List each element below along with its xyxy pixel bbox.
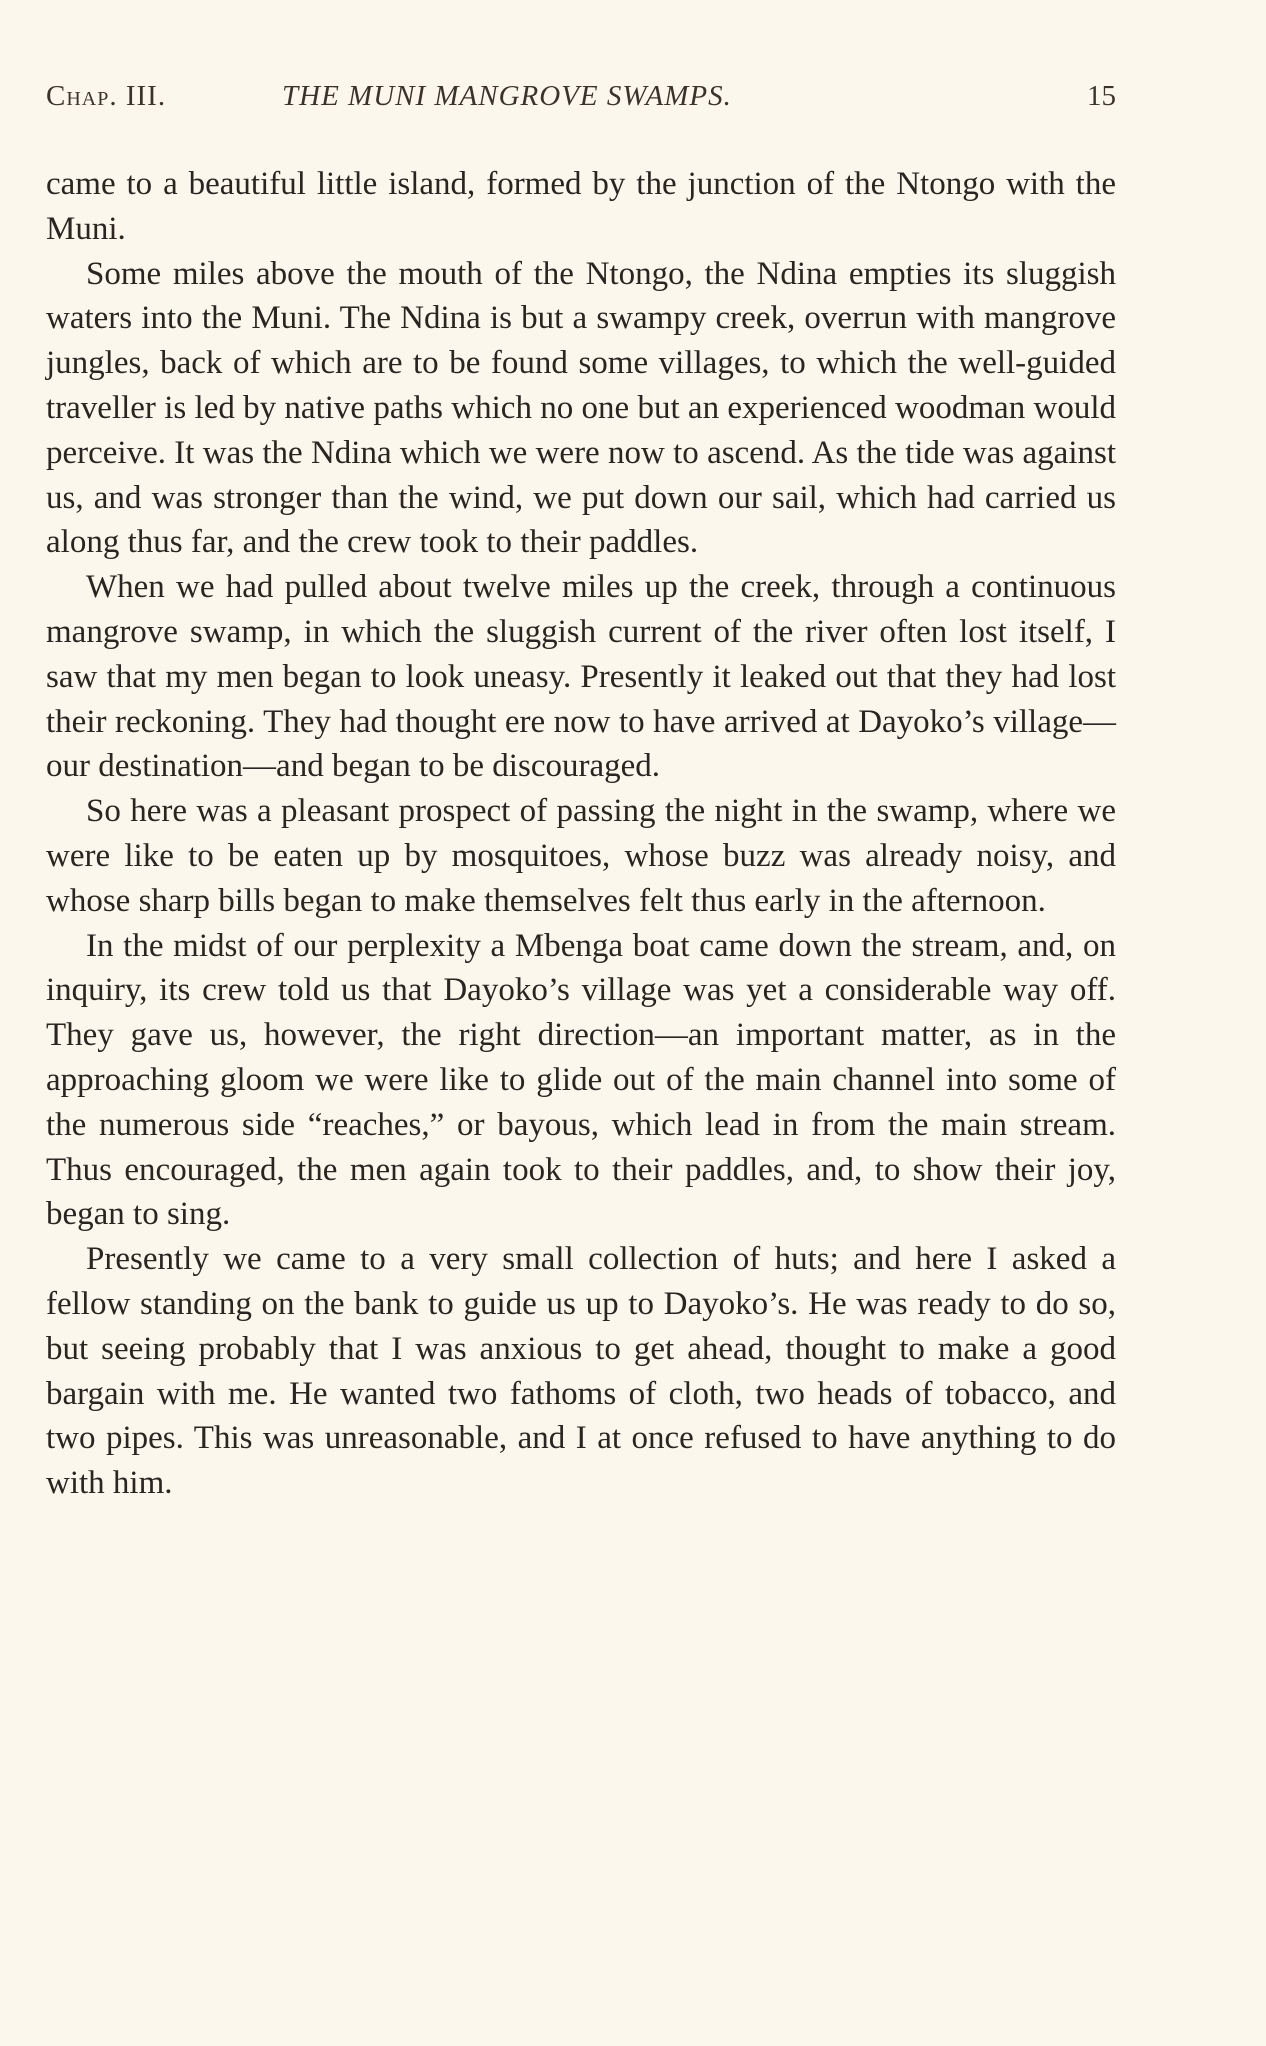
paragraph: In the midst of our perplexity a Mbenga boat came down the stream, and, on inquiry, its crew told us that Dayoko’s village was yet a considerable way off. They gave us, however, the right direction—an important matter, as in the approaching gloom we were like to glide out of the main channel into some of the numerous side “reaches,” or bayous, which lead in from the main stream. Thus encouraged, the men again took to their paddles, and, to show their joy, began to sing. [46, 927, 1116, 1233]
body-text [46, 162, 1116, 1506]
paragraph: So here was a pleasant prospect of passing the night in the swamp, where we were like to be eaten up by mosquitoes, whose buzz was already noisy, and whose sharp bills began to make themselves felt thus early in the afternoon. [46, 793, 1116, 919]
page-number: 15 [1087, 80, 1116, 112]
running-head [46, 80, 1116, 120]
paragraph: Presently we came to a very small collection of huts; and here I asked a fellow standing on the bank to guide us up to Dayoko’s. He was ready to do so, but seeing probably that I was anxious to get ahead, thought to make a good bargain with me. He wanted two fathoms of cloth, two heads of tobacco, and two pipes. This was unreasonable, and I at once refused to have anything to do with him. [46, 1241, 1116, 1502]
paragraph: When we had pulled about twelve miles up the creek, through a continuous mangrove swamp, in which the sluggish current of the river often lost itself, I saw that my men began to look uneasy. Presently it leaked out that they had lost their reckoning. They had thought ere now to have arrived at Dayoko’s village—our destination—and began to be discouraged. [46, 569, 1116, 785]
chapter-title: THE MUNI MANGROVE SWAMPS. [282, 80, 732, 112]
chapter-label: Chap. III. [46, 80, 167, 112]
paragraph: Some miles above the mouth of the Ntongo, the Ndina empties its sluggish waters into the Muni. The Ndina is but a swampy creek, overrun with mangrove jungles, back of which are to be found some villages, to which the well-guided traveller is led by native paths which no one but an experienced woodman would perceive. It was the Ndina which we were now to ascend. As the tide was against us, and was stronger than the wind, we put down our sail, which had carried us along thus far, and the crew took to their paddles. [46, 255, 1116, 561]
paragraph-continuation: came to a beautiful little island, formed by the junction of the Ntongo with the Muni. [46, 166, 1116, 247]
